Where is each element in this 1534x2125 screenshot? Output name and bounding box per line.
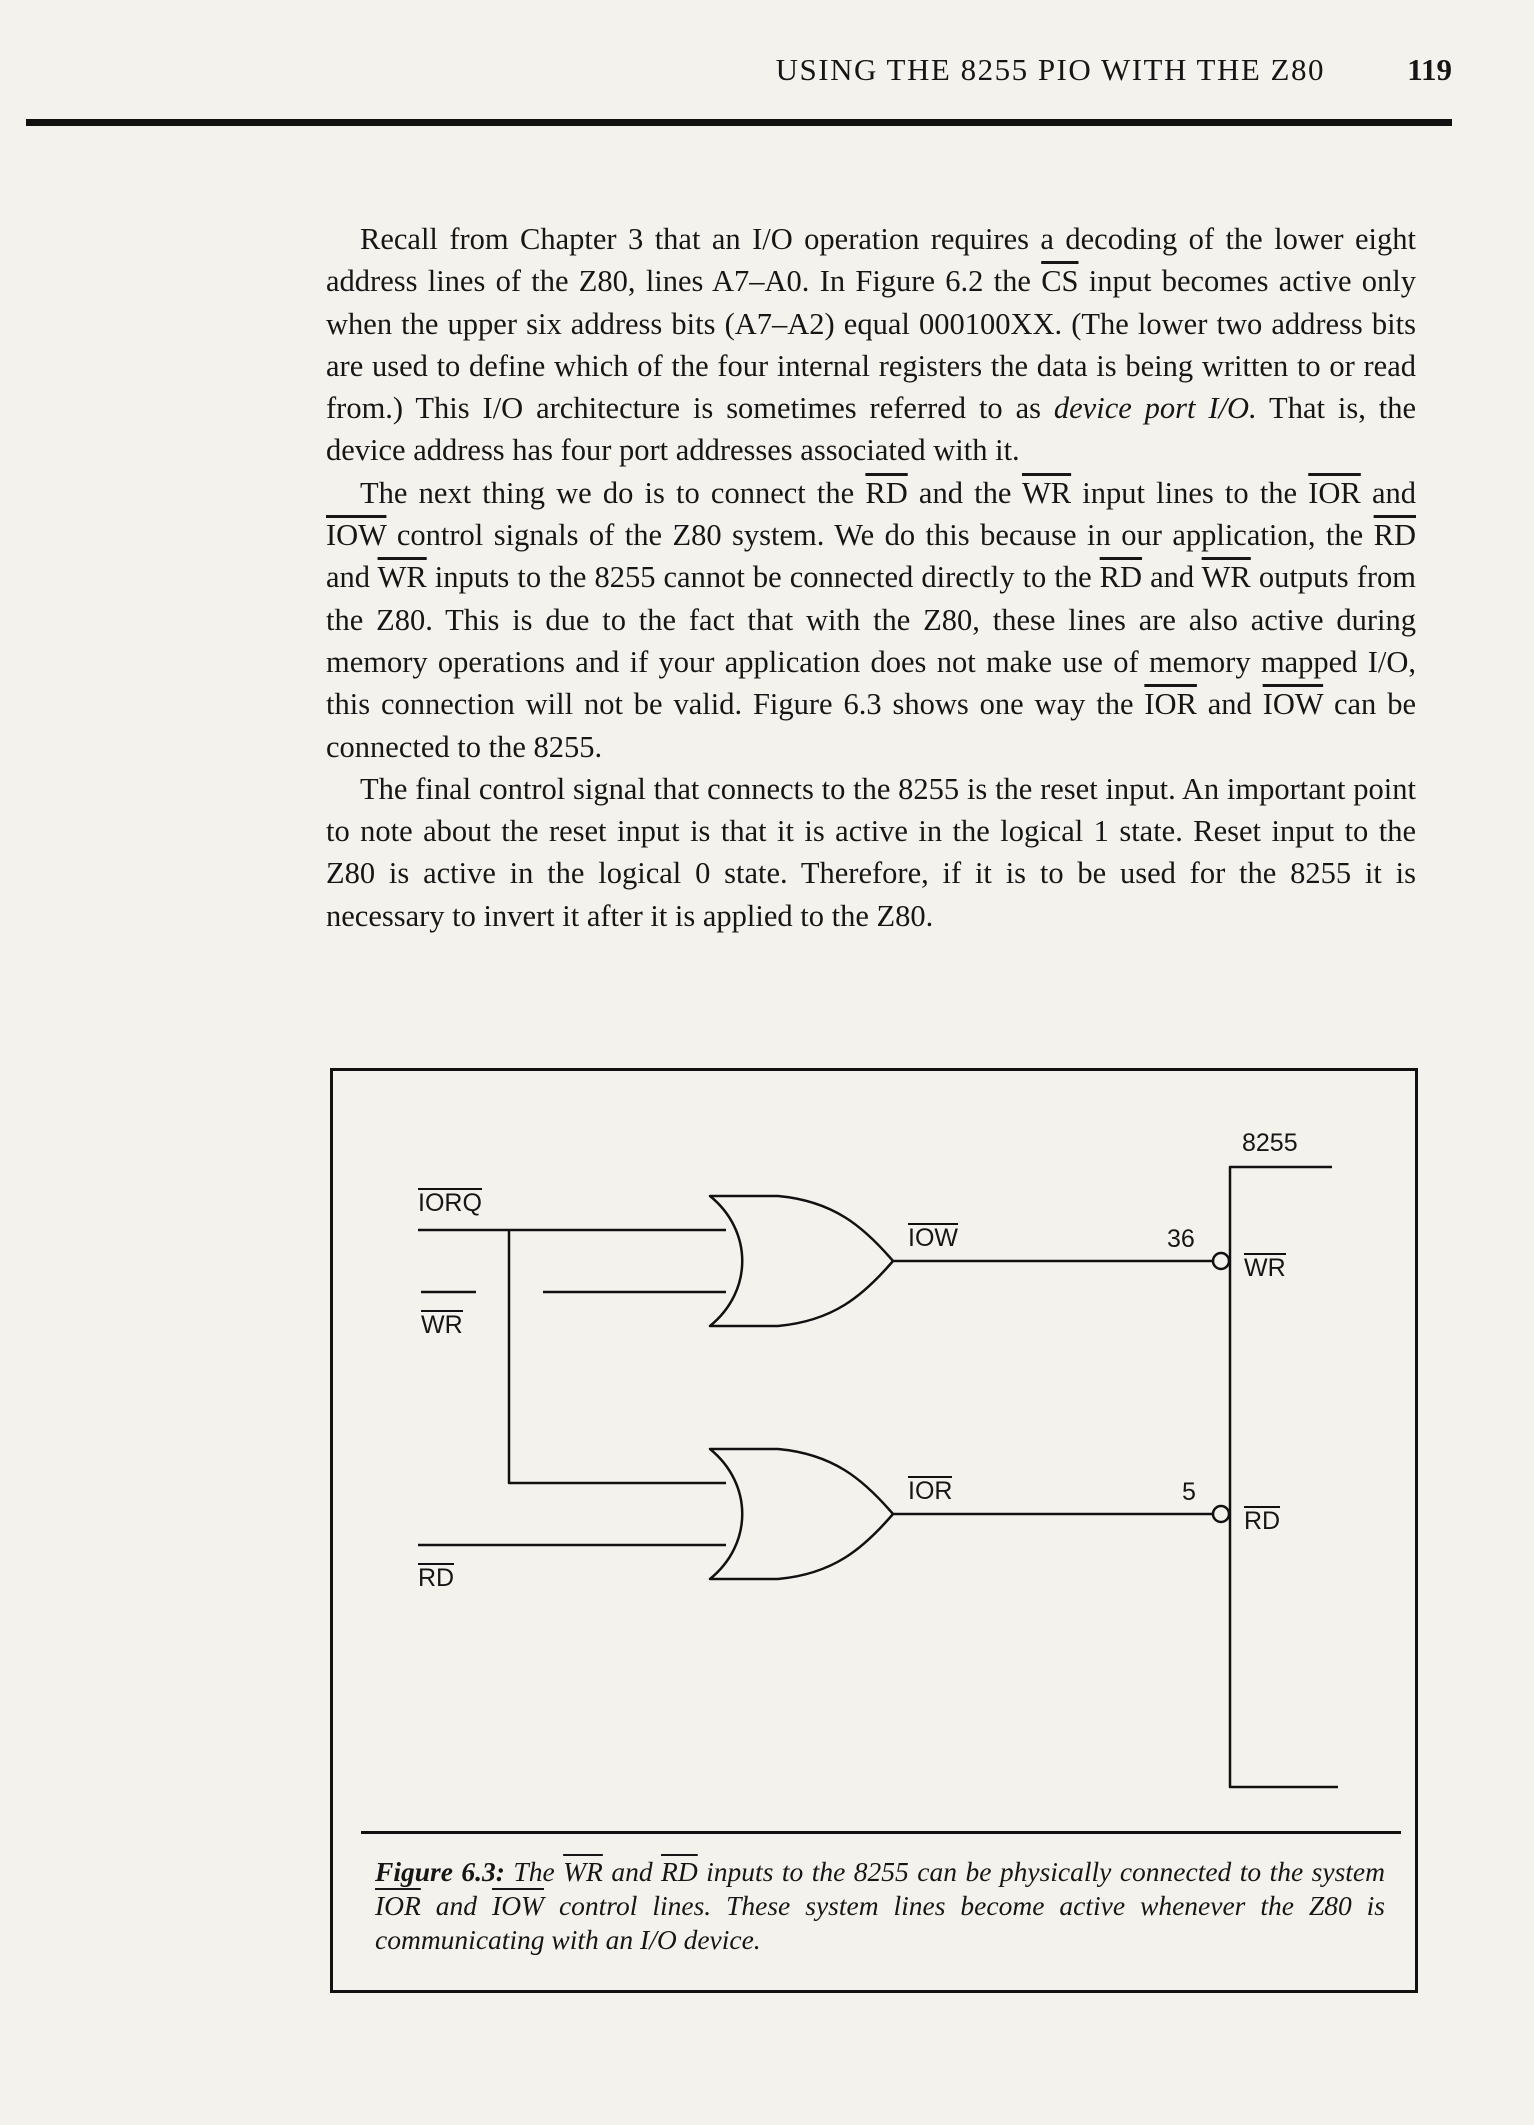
signal-iow: $\overline{IOW}$ [1262, 687, 1324, 722]
signal-ior: $\overline{IOR}$ [375, 1890, 421, 1921]
chip-label: 8255 [1242, 1129, 1298, 1157]
text-run: The next thing we do is to connect the [360, 475, 866, 510]
pin-number-rd: 5 [1182, 1478, 1196, 1506]
text-run: and [420, 1890, 493, 1921]
wr-input-label: WR [421, 1311, 463, 1339]
rd-inversion-bubble [1213, 1506, 1229, 1522]
ior-output-label: IOR [908, 1477, 953, 1505]
logic-diagram [333, 1071, 1415, 1821]
signal-cs: $\overline{CS}$ [1041, 264, 1079, 299]
pin-number-wr: 36 [1167, 1225, 1195, 1253]
text-run: and [1360, 475, 1416, 510]
text-run: and [1196, 687, 1263, 722]
signal-iow: $\overline{IOW}$ [326, 518, 387, 553]
signal-wr: $\overline{WR}$ [1021, 475, 1072, 510]
text-run: and [602, 1856, 662, 1887]
signal-wr: $\overline{WR}$ [1201, 560, 1251, 595]
iorq-label: IORQ [418, 1189, 482, 1217]
text-run: outputs from the Z80. This is due to the fact that with the Z80, these lines are also active during memory operations and if your application does not make use of memory mapped I/O, this connection will not be valid. Figure 6.3 shows one way the [326, 560, 1416, 722]
text-run: input becomes active only when the upper six address bits (A7–A2) equal 000100XX. (The lower two address bits are used to define which of the four internal registers the data is being written to or read from.) This I/O architecture is sometimes referred to as [326, 264, 1416, 426]
text-run: Recall from Chapter 3 that an I/O operation requires a decoding of the lower eight address lines of the Z80, lines A7–A0. In Figure 6.2 the [326, 222, 1416, 299]
text-run: and [326, 560, 378, 595]
paragraph-3: The final control signal that connects to the 8255 is the reset input. An important point to note about the reset input is that it is active in the logical 1 state. Reset input to the Z80 is active in the logical 0 state. Therefore, if it is to be used for the 8255 it is necessary to invert it after it is applied to the Z80. [326, 771, 1416, 933]
text-run: control lines. These system lines become active whenever the Z80 is communicating with an I/O device. [375, 1890, 1386, 1955]
signal-wr: $\overline{WR}$ [563, 1856, 603, 1887]
chip-wr-pin-label: WR [1244, 1254, 1286, 1282]
text-run: inputs to the 8255 cannot be connected directly to the [426, 560, 1100, 595]
wr-inversion-bubble [1213, 1253, 1229, 1269]
iorq-branch-wire [509, 1230, 726, 1483]
text-run: control signals of the Z80 system. We do this because in our application, the [386, 518, 1374, 553]
text-run: and [1142, 560, 1202, 595]
figure-caption [375, 1855, 1385, 1957]
signal-ior: $\overline{IOR}$ [1144, 687, 1197, 722]
page-header [0, 52, 1452, 92]
text-run: The [504, 1856, 564, 1887]
signal-rd: $\overline{RD}$ [865, 475, 908, 510]
signal-iow: $\overline{IOW}$ [492, 1890, 544, 1921]
text-run: That is, the device address has four port addresses associated with it. [326, 391, 1416, 468]
running-title: USING THE 8255 PIO WITH THE Z80 [775, 52, 1325, 87]
chip-rd-pin-label: RD [1244, 1507, 1281, 1535]
paragraph-2 [326, 472, 1416, 768]
signal-rd: $\overline{RD}$ [1373, 518, 1416, 553]
text-run: can be connected to the 8255. [326, 687, 1416, 764]
header-rule [26, 119, 1452, 126]
body-text [326, 218, 1416, 937]
signal-ior: $\overline{IOR}$ [1308, 475, 1361, 510]
or-gate-upper [710, 1196, 893, 1326]
signal-rd: $\overline{RD}$ [661, 1856, 698, 1887]
signal-wr: $\overline{WR}$ [377, 560, 427, 595]
caption-label: Figure 6.3: [375, 1856, 505, 1887]
figure-6-3 [330, 1068, 1418, 1993]
italic-term: device port I/O. [1053, 391, 1257, 426]
text-run: input lines to the [1071, 475, 1309, 510]
text-run: and the [907, 475, 1022, 510]
page-number: 119 [1407, 52, 1452, 87]
rd-input-label: RD [418, 1564, 455, 1592]
signal-rd: $\overline{RD}$ [1099, 560, 1143, 595]
caption-rule [361, 1831, 1401, 1834]
paragraph-1 [326, 218, 1416, 472]
text-run: inputs to the 8255 can be physically connected to the system [697, 1856, 1385, 1887]
or-gate-lower [710, 1449, 893, 1579]
iow-output-label: IOW [908, 1224, 958, 1252]
